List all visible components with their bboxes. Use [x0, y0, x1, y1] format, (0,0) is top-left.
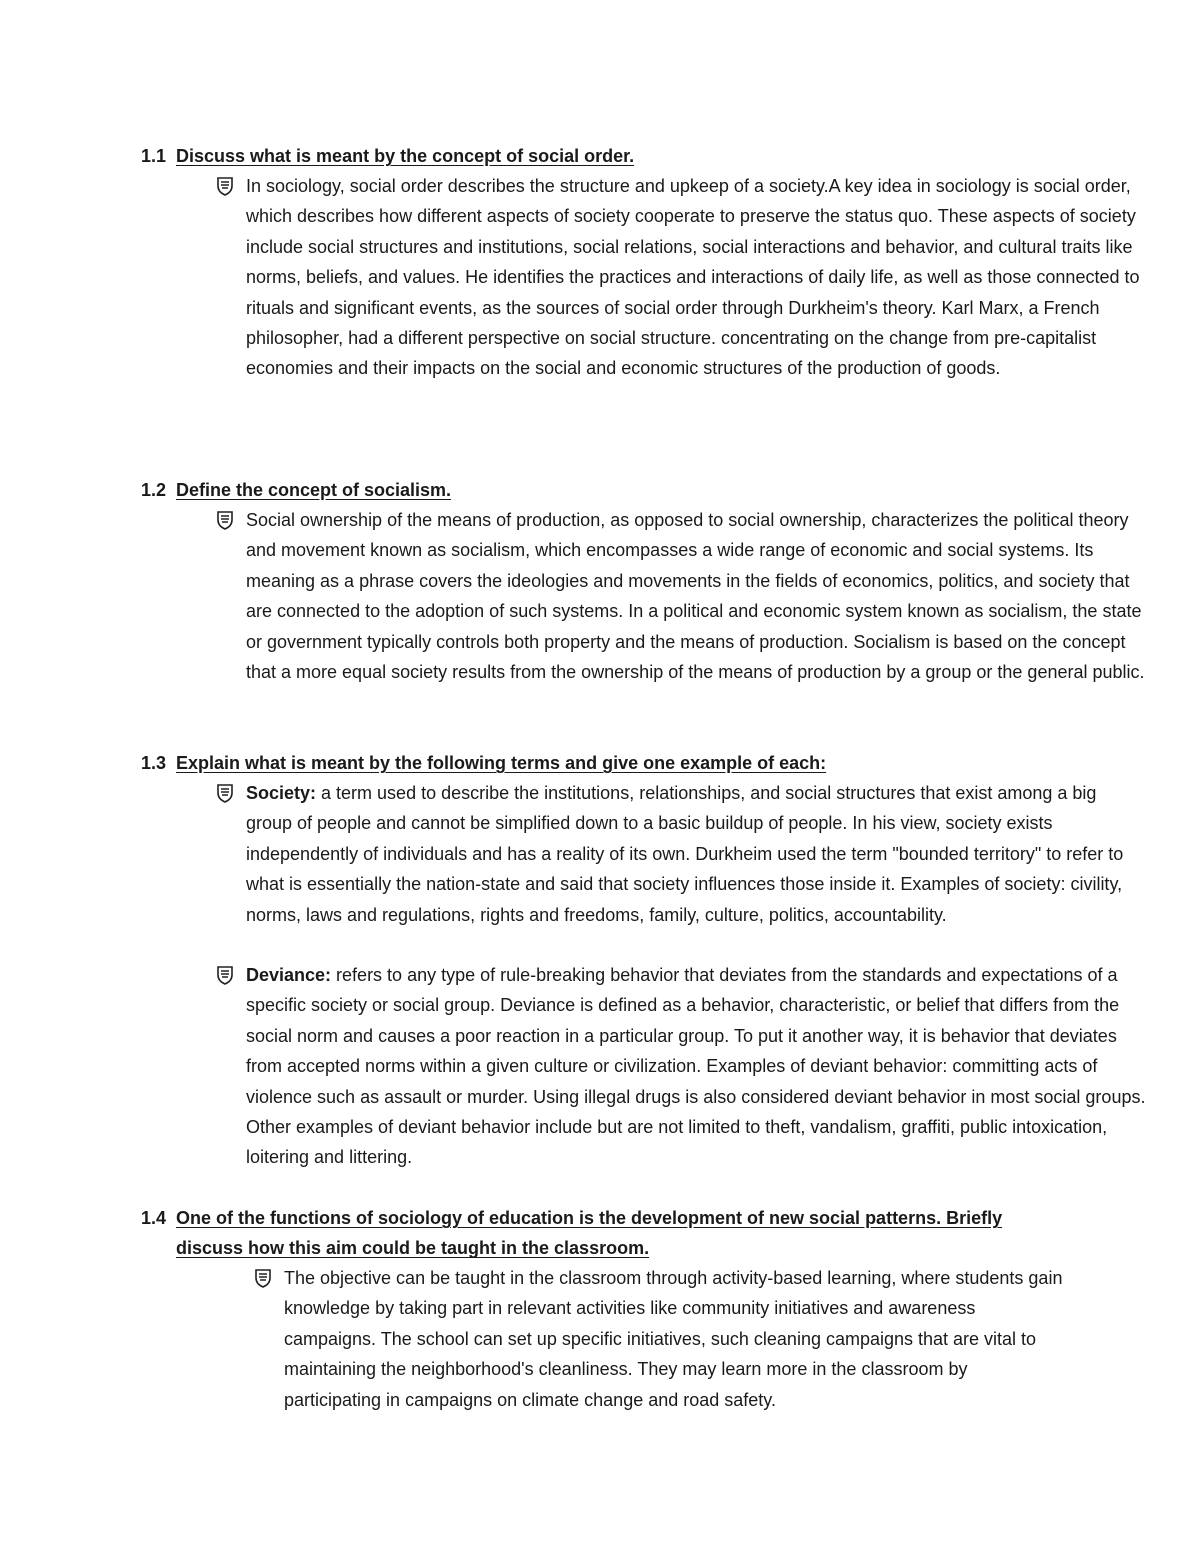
- section-title: Discuss what is meant by the concept of social order.: [176, 146, 635, 166]
- shield-bullet-icon: [254, 1268, 272, 1288]
- bullet-item: [246, 960, 1146, 1173]
- bullet-paragraph: [246, 778, 1146, 930]
- bullet-paragraph: [284, 1263, 1064, 1415]
- bullet-paragraph: [246, 171, 1146, 384]
- shield-bullet-icon: [216, 510, 234, 530]
- bullet-body: Social ownership of the means of production, as opposed to social ownership, characterizes the political theory and movement known as socialism, which encompasses a wide range of economic and social systems. Its meaning as a phrase covers the ideologies and movements in the fields of economics, politics, and society that are connected to the adoption of such systems. In a political and economic system known as socialism, the state or government typically controls both property and the means of production. Socialism is based on the concept that a more equal society results from the ownership of the means of production by a group or the general public.: [246, 510, 1145, 683]
- section-title: Define the concept of socialism.: [176, 480, 452, 500]
- section-number: 1.3: [141, 753, 167, 773]
- bullet-body: In sociology, social order describes the structure and upkeep of a society.A key idea in sociology is social order, which describes how different aspects of society cooperate to preserve the status quo. These aspects of society include social structures and institutions, social relations, social interactions and behavior, and cultural traits like norms, beliefs, and values. He identifies the practices and interactions of daily life, as well as those connected to rituals and significant events, as the sources of social order through Durkheim's theory. Karl Marx, a French philosopher, had a different perspective on social structure. concentrating on the change from pre-capitalist economies and their impacts on the social and economic structures of the production of goods.: [246, 176, 1140, 379]
- bullet-term: Deviance:: [246, 965, 332, 985]
- shield-bullet-icon: [216, 965, 234, 985]
- bullet-item: [246, 505, 1146, 687]
- section-number: 1.4: [141, 1208, 167, 1228]
- bullet-item: [246, 778, 1146, 930]
- bullet-paragraph: [246, 960, 1146, 1173]
- section-number: 1.2: [141, 480, 167, 500]
- section-title: Explain what is meant by the following terms and give one example of each:: [176, 753, 827, 773]
- shield-bullet-icon: [216, 176, 234, 196]
- shield-bullet-icon: [216, 783, 234, 803]
- bullet-paragraph: [246, 505, 1146, 687]
- bullet-body: refers to any type of rule-breaking behavior that deviates from the standards and expectations of a specific society or social group. Deviance is defined as a behavior, characteristic, or belief that differs from the social norm and causes a poor reaction in a particular group. To put it another way, it is behavior that deviates from accepted norms within a given culture or civilization. Examples of deviant behavior: committing acts of violence such as assault or murder. Using illegal drugs is also considered deviant behavior in most social groups. Other examples of deviant behavior include but are not limited to theft, vandalism, graffiti, public intoxication, loitering and littering.: [246, 965, 1146, 1168]
- bullet-body: The objective can be taught in the classroom through activity-based learning, where students gain knowledge by taking part in relevant activities like community initiatives and awareness campaigns. The school can set up specific initiatives, such cleaning campaigns that are vital to maintaining the neighborhood's cleanliness. They may learn more in the classroom by participating in campaigns on climate change and road safety.: [284, 1268, 1063, 1410]
- bullet-item: [246, 171, 1146, 384]
- section-number: 1.1: [141, 146, 167, 166]
- bullet-item: [284, 1263, 1064, 1415]
- bullet-term: Society:: [246, 783, 317, 803]
- bullet-body: a term used to describe the institutions, relationships, and social structures that exist among a big group of people and cannot be simplified down to a basic buildup of people. In his view, society exists independently of individuals and has a reality of its own. Durkheim used the term "bounded territory" to refer to what is essentially the nation-state and said that society influences those inside it. Examples of society: civility, norms, laws and regulations, rights and freedoms, family, culture, politics, accountability.: [246, 783, 1124, 925]
- section-title: One of the functions of sociology of education is the development of new social patterns. Briefly discuss how this aim could be taught in the classroom.: [176, 1208, 1003, 1259]
